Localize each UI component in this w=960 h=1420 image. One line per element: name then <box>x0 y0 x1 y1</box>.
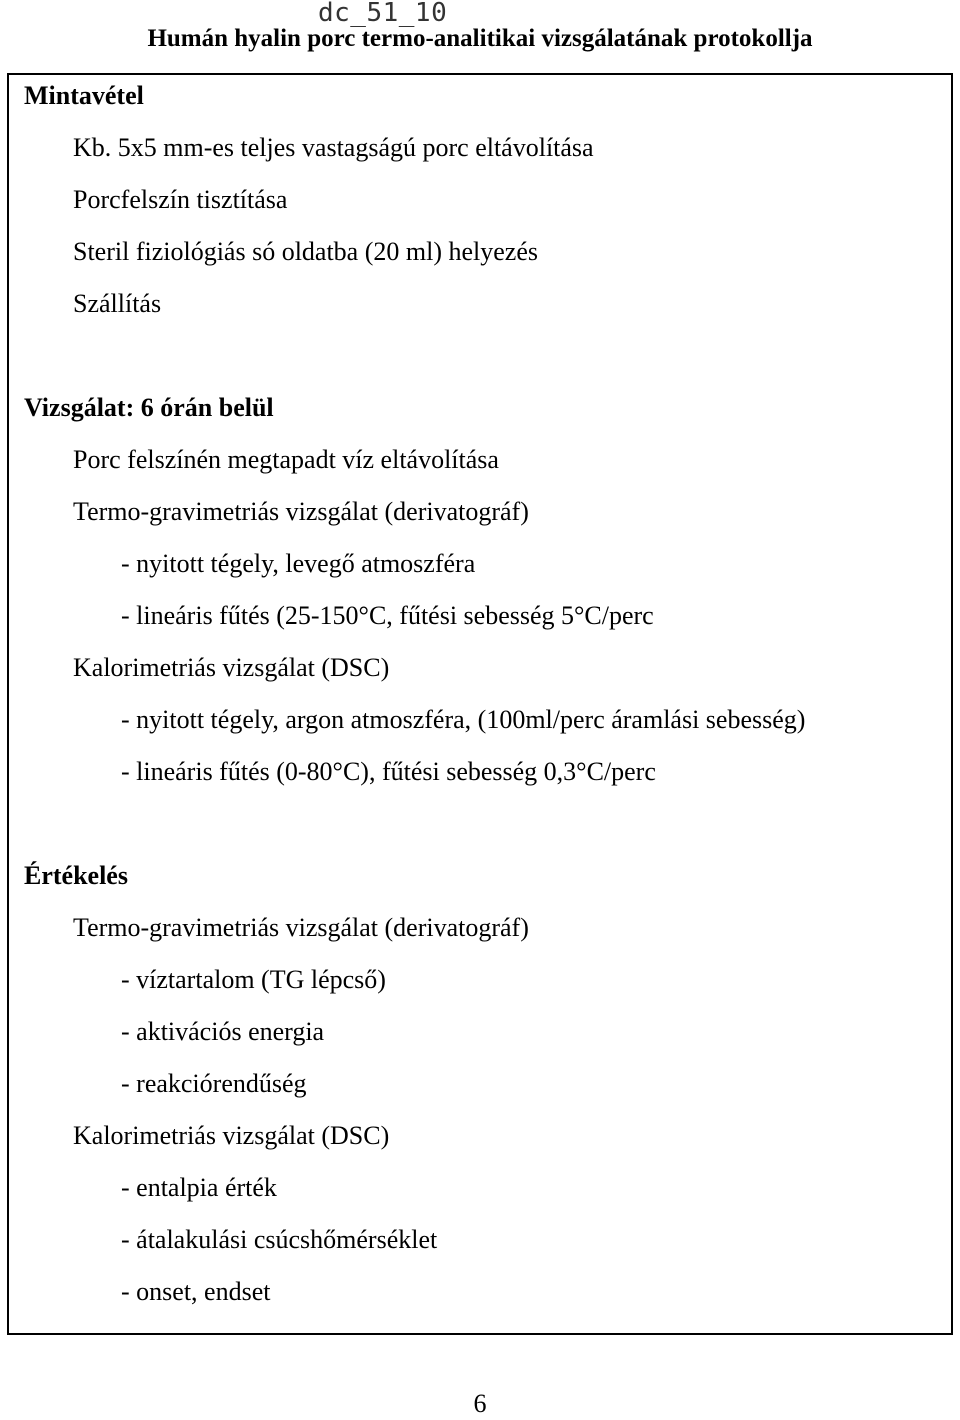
protocol-item: Kb. 5x5 mm-es teljes vastagságú porc eltávolítása <box>73 133 594 162</box>
protocol-subitem: - lineáris fűtés (25-150°C, fűtési sebesség 5°C/perc <box>121 601 654 630</box>
protocol-subitem: - átalakulási csúcshőmérséklet <box>121 1225 438 1254</box>
protocol-subitem: - reakciórendűség <box>121 1069 307 1098</box>
protocol-subitem: - entalpia érték <box>121 1173 277 1202</box>
protocol-subitem: - onset, endset <box>121 1277 271 1306</box>
document-id: dc_51_10 <box>318 0 448 28</box>
protocol-subitem: - nyitott tégely, levegő atmoszféra <box>121 549 476 578</box>
protocol-subitem: - lineáris fűtés (0-80°C), fűtési sebesség 0,3°C/perc <box>121 757 656 786</box>
section-heading-mintavetel: Mintavétel <box>24 81 144 110</box>
section-heading-vizsgalat: Vizsgálat: 6 órán belül <box>24 393 274 422</box>
protocol-item: Kalorimetriás vizsgálat (DSC) <box>73 653 390 682</box>
protocol-subitem: - aktivációs energia <box>121 1017 325 1046</box>
page-title: Humán hyalin porc termo-analitikai vizsgálatának protokollja <box>147 25 813 52</box>
protocol-item: Termo-gravimetriás vizsgálat (derivatográf) <box>73 497 529 526</box>
section-heading-ertekeles: Értékelés <box>24 861 128 890</box>
protocol-item: Kalorimetriás vizsgálat (DSC) <box>73 1121 390 1150</box>
page-number: 6 <box>473 1389 487 1418</box>
protocol-item: Steril fiziológiás só oldatba (20 ml) helyezés <box>73 237 538 266</box>
protocol-item: Szállítás <box>73 289 162 318</box>
protocol-item: Porc felszínén megtapadt víz eltávolítása <box>73 445 499 474</box>
protocol-item: Termo-gravimetriás vizsgálat (derivatográf) <box>73 913 529 942</box>
protocol-item: Porcfelszín tisztítása <box>73 185 288 214</box>
protocol-subitem: - víztartalom (TG lépcső) <box>121 965 386 994</box>
protocol-subitem: - nyitott tégely, argon atmoszféra, (100ml/perc áramlási sebesség) <box>121 705 806 734</box>
